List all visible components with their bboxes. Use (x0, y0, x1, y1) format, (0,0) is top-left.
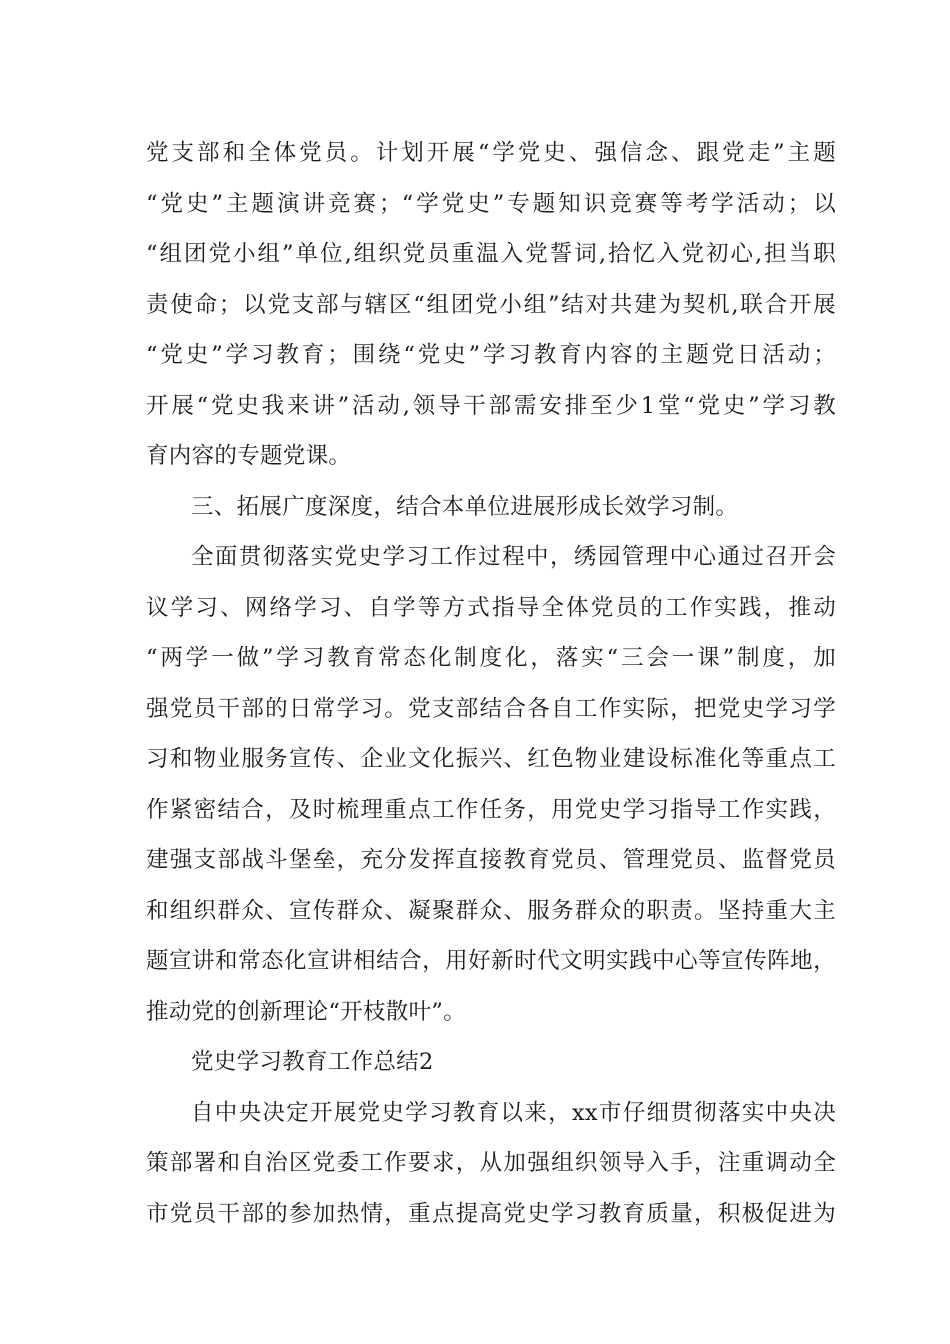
text-line: 市党员干部的参加热情，重点提高党史学习教育质量，积极促进为 (146, 1200, 836, 1227)
text-line: 建强支部战斗堡垒，充分发挥直接教育党员、管理党员、监督党员 (146, 847, 836, 873)
text-line: 党支部和全体党员。计划开展“学党史、强信念、跟党走”主题 (146, 140, 836, 166)
text-line: 党史学习教育工作总结2 (191, 1049, 434, 1075)
text-line: 全面贯彻落实党史学习工作过程中，绣园管理中心通过召开会 (191, 544, 836, 570)
text-line: 题宣讲和常态化宣讲相结合，用好新时代文明实践中心等宣传阵地， (146, 948, 836, 974)
section-heading-3 (146, 482, 836, 533)
text-line: 开展“党史我来讲”活动,领导干部需安排至少1堂“党史”学习教 (146, 392, 836, 419)
text-line: 育内容的专题党课。 (146, 443, 352, 469)
text-line: 策部署和自治区党委工作要求，从加强组织领导入手，注重调动全 (146, 1150, 836, 1176)
text-line: 作紧密结合，及时梳理重点工作任务，用党史学习指导工作实践， (146, 796, 836, 823)
text-line: “党史”学习教育；围绕“党史”学习教育内容的主题党日活动； (146, 342, 836, 368)
text-line: 责使命；以党支部与辖区“组团党小组”结对共建为契机,联合开展 (146, 291, 836, 318)
text-line: 习和物业服务宣传、企业文化振兴、红色物业建设标准化等重点工 (146, 746, 836, 772)
paragraph-long-term-study (146, 532, 836, 1037)
text-line: 自中央决定开展党史学习教育以来，xx市仔细贯彻落实中央决 (191, 1099, 836, 1126)
document-body (146, 128, 836, 1239)
text-line: “组团党小组”单位,组织党员重温入党誓词,拾忆入党初心,担当职 (146, 241, 836, 267)
text-line: 和组织群众、宣传群众、凝聚群众、服务群众的职责。坚持重大主 (146, 897, 836, 924)
text-line: “党史”主题演讲竞赛；“学党史”专题知识竞赛等考学活动；以 (146, 190, 836, 217)
text-line: 推动党的创新理论“开枝散叶”。 (146, 998, 467, 1025)
summary-title-2 (146, 1037, 836, 1088)
text-line: 强党员干部的日常学习。党支部结合各自工作实际，把党史学习学 (146, 695, 836, 722)
text-line: 议学习、网络学习、自学等方式指导全体党员的工作实践，推动 (146, 594, 836, 621)
text-line: “两学一做”学习教育常态化制度化，落实“三会一课”制度，加 (146, 645, 836, 671)
text-line: 三、拓展广度深度，结合本单位进展形成长效学习制。 (191, 493, 739, 520)
paragraph-city-implementation (146, 1088, 836, 1240)
paragraph-activities (146, 128, 836, 482)
